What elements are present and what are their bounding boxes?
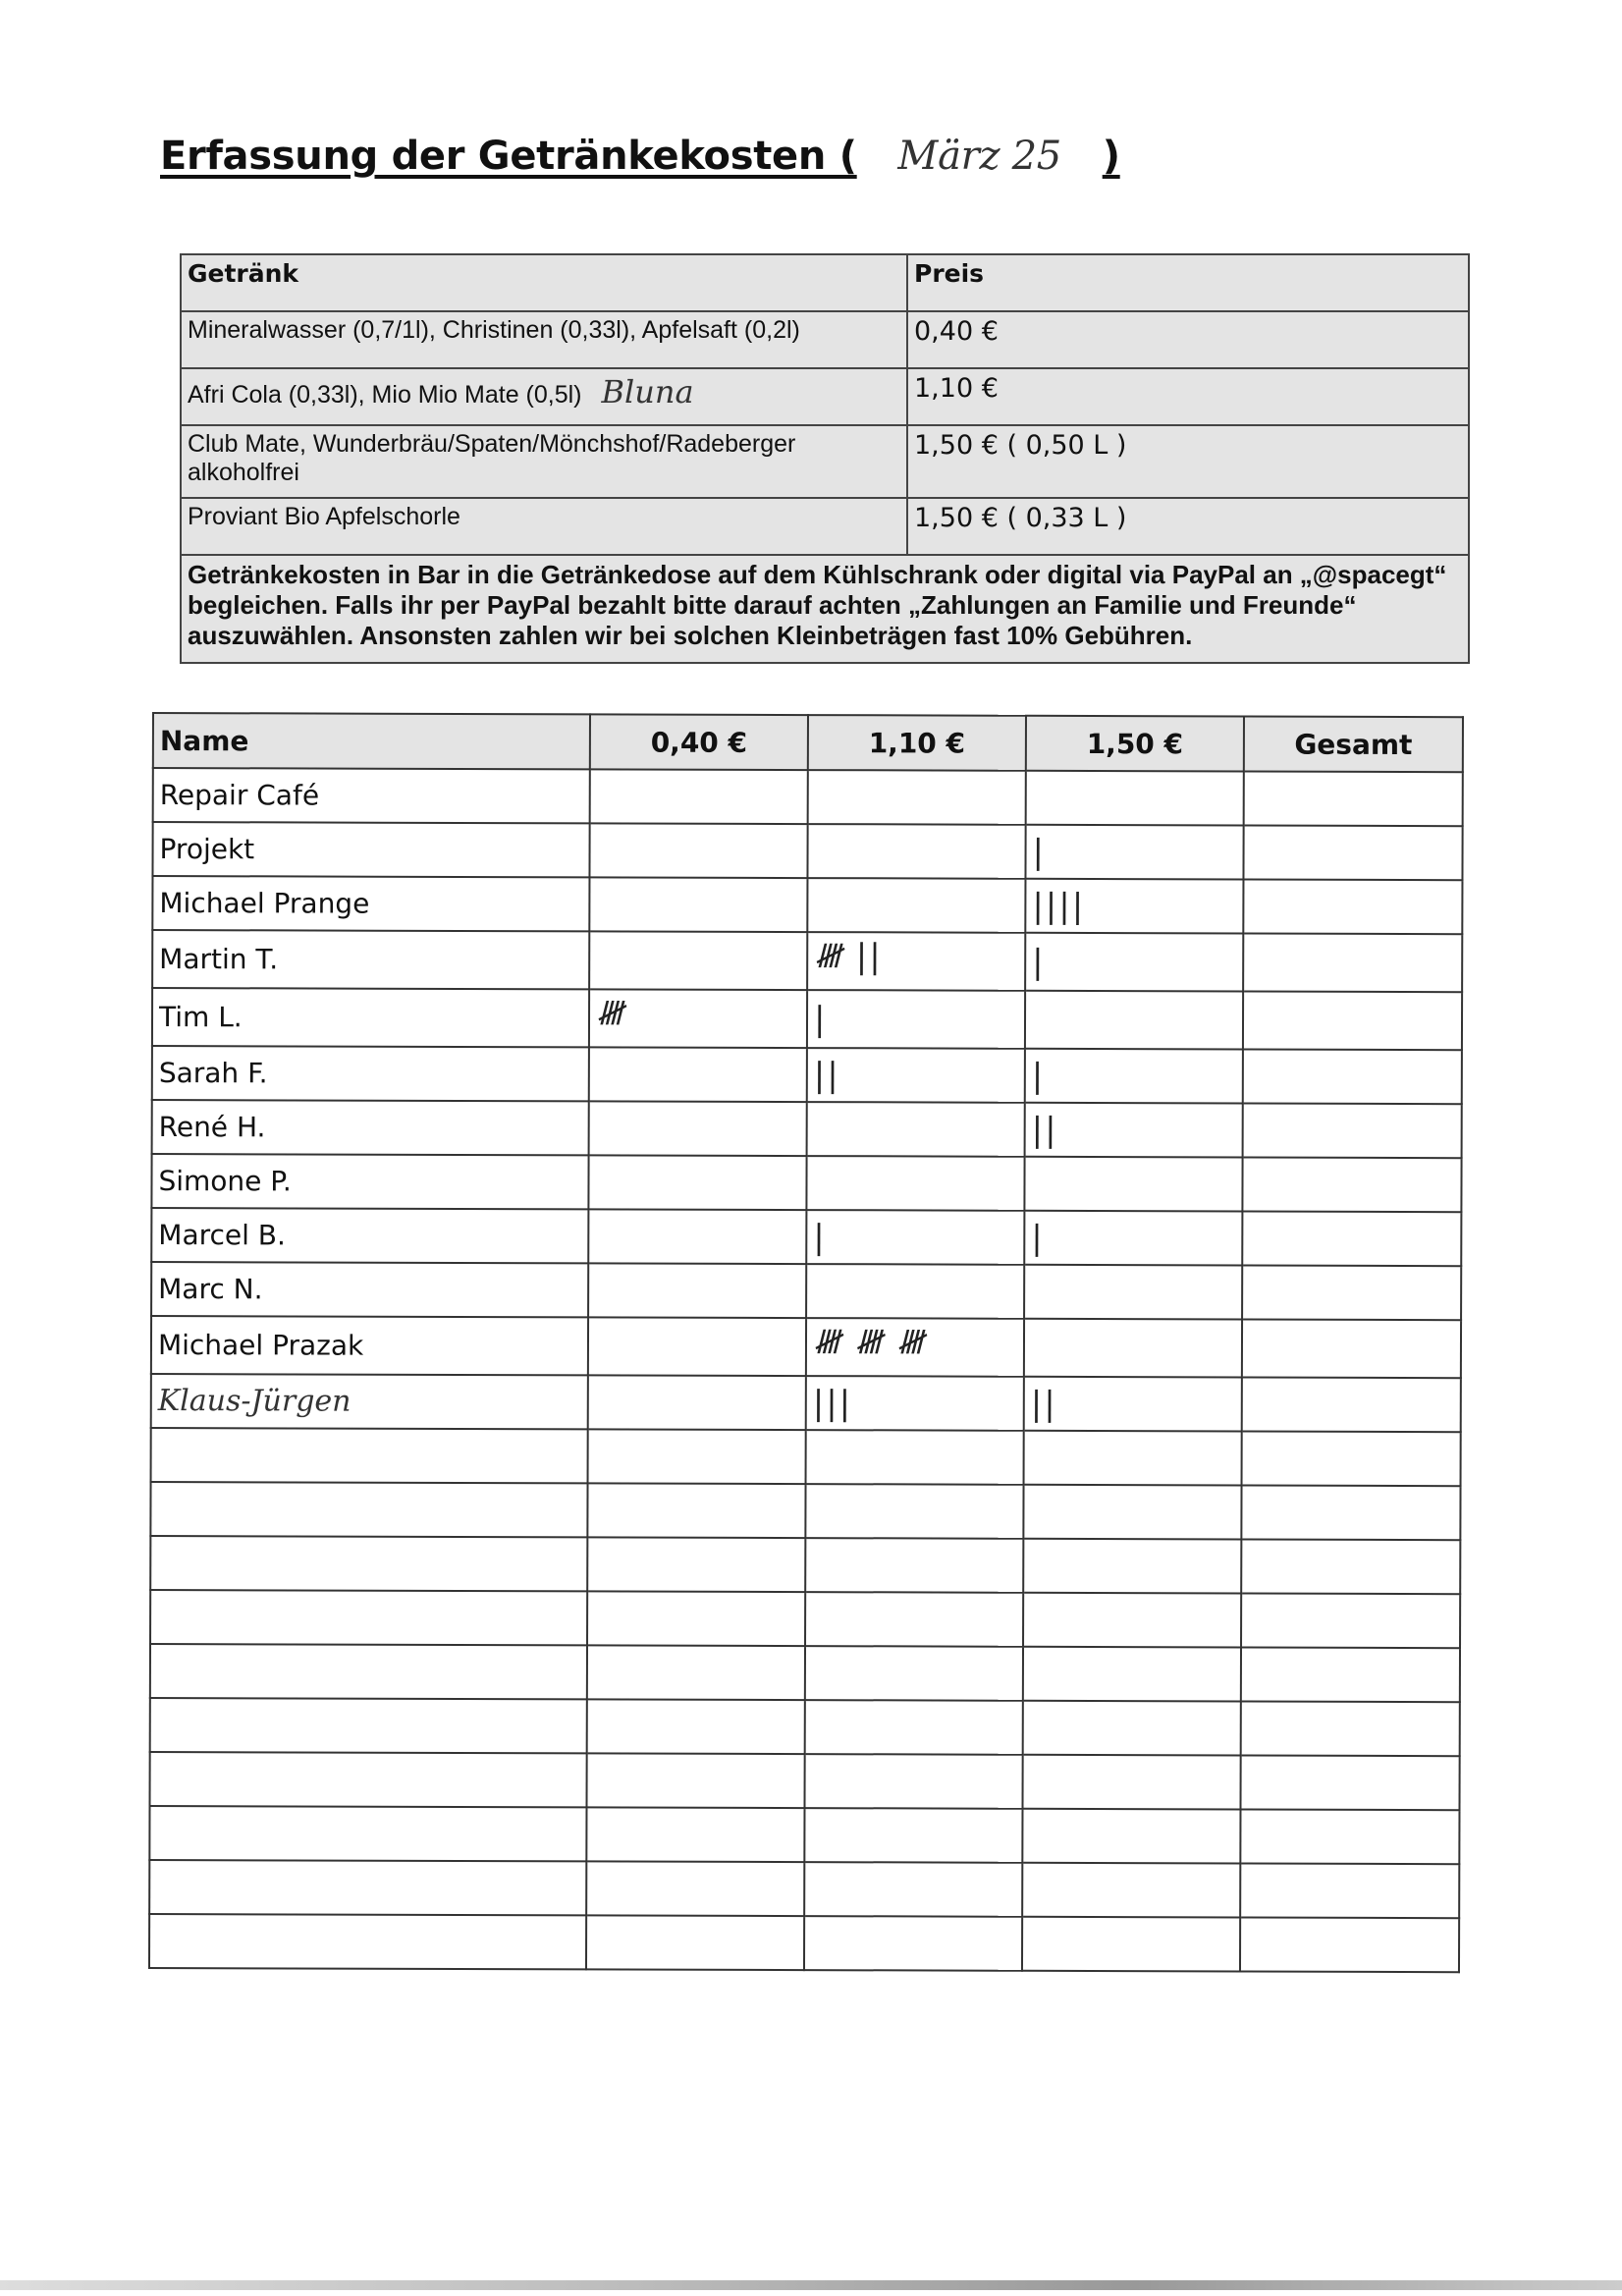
- tally-header-total: Gesamt: [1244, 716, 1463, 772]
- tally-cell: ||||: [1025, 879, 1243, 934]
- table-row: [152, 988, 1462, 1050]
- name-cell: Michael Prange: [152, 876, 589, 931]
- empty-cell: [1022, 1809, 1240, 1864]
- price-header-price: Preis: [907, 254, 1469, 311]
- tally-cell: [807, 824, 1025, 879]
- name-cell: Marc N.: [151, 1262, 588, 1317]
- empty-row: [150, 1752, 1460, 1810]
- empty-cell: [586, 1915, 804, 1970]
- empty-cell: [587, 1537, 805, 1592]
- empty-cell: [150, 1752, 587, 1807]
- tally-cell: [807, 878, 1025, 933]
- tally-cell: [806, 1156, 1024, 1211]
- tally-cell: [589, 1047, 807, 1102]
- table-row: [152, 1100, 1462, 1158]
- empty-cell: [150, 1590, 587, 1645]
- tally-cell: [588, 1375, 806, 1430]
- tally-cell: |: [806, 1210, 1024, 1265]
- tally-cell: [806, 1264, 1024, 1319]
- total-cell: [1242, 1211, 1461, 1266]
- tally-cell: [589, 931, 807, 990]
- tally-cell: [1024, 1319, 1242, 1378]
- empty-cell: [1241, 1647, 1460, 1702]
- empty-cell: [1240, 1917, 1459, 1972]
- empty-cell: [1023, 1647, 1241, 1702]
- empty-cell: [587, 1699, 805, 1754]
- tally-cell: |: [1025, 825, 1243, 880]
- table-row: [151, 1154, 1461, 1212]
- total-cell: [1244, 771, 1463, 826]
- tally-cell: ||: [807, 1048, 1025, 1103]
- tally-table: [148, 712, 1464, 1973]
- empty-cell: [804, 1862, 1022, 1917]
- empty-cell: [805, 1538, 1023, 1593]
- price-row: [181, 311, 1469, 368]
- tally-cell: [1025, 991, 1243, 1050]
- empty-cell: [1023, 1701, 1241, 1756]
- tally-header-150: 1,50 €: [1026, 716, 1244, 772]
- tally-cell: ||: [1024, 1377, 1242, 1432]
- empty-cell: [804, 1754, 1022, 1809]
- empty-cell: [586, 1861, 804, 1916]
- empty-cell: [805, 1646, 1023, 1701]
- empty-cell: [150, 1644, 587, 1699]
- empty-row: [150, 1536, 1460, 1594]
- table-row: [151, 1262, 1461, 1320]
- name-cell: Klaus-Jürgen: [151, 1374, 588, 1429]
- price-row: [181, 368, 1469, 425]
- empty-row: [150, 1590, 1460, 1648]
- empty-cell: [1241, 1539, 1460, 1594]
- empty-cell: [804, 1808, 1022, 1863]
- tally-header-110: 1,10 €: [808, 715, 1026, 771]
- empty-cell: [1022, 1917, 1240, 1972]
- total-cell: [1243, 825, 1462, 880]
- name-cell: Tim L.: [152, 988, 589, 1047]
- empty-cell: [150, 1698, 587, 1753]
- tally-cell: [588, 1155, 806, 1210]
- empty-cell: [804, 1916, 1022, 1971]
- price-table: [180, 253, 1470, 664]
- tally-cell: |||: [806, 1376, 1024, 1431]
- tally-cell: [1024, 1265, 1242, 1320]
- tally-cell: |: [807, 990, 1025, 1049]
- empty-row: [150, 1644, 1460, 1702]
- tally-header-name: Name: [153, 713, 590, 769]
- name-cell: Michael Prazak: [151, 1316, 588, 1375]
- drink-cell: Proviant Bio Apfelschorle: [181, 498, 907, 555]
- drink-cell: Afri Cola (0,33l), Mio Mio Mate (0,5l) Bluna: [181, 368, 907, 425]
- empty-cell: [586, 1753, 804, 1808]
- empty-row: [150, 1698, 1460, 1756]
- empty-cell: [1241, 1593, 1460, 1648]
- empty-cell: [586, 1807, 804, 1862]
- empty-row: [150, 1482, 1460, 1540]
- empty-cell: [587, 1591, 805, 1646]
- empty-cell: [151, 1428, 588, 1483]
- tally-cell: [808, 770, 1026, 825]
- title-close: ): [1102, 134, 1120, 179]
- empty-cell: [805, 1700, 1023, 1755]
- empty-cell: [587, 1483, 805, 1538]
- empty-row: [149, 1914, 1459, 1972]
- name-cell: Simone P.: [151, 1154, 588, 1209]
- tally-cell: [589, 823, 807, 878]
- tally-header-040: 0,40 €: [590, 714, 808, 770]
- empty-cell: [1240, 1755, 1459, 1810]
- empty-cell: [149, 1860, 586, 1915]
- tally-cell: ||: [1025, 1103, 1243, 1158]
- name-cell: Martin T.: [152, 930, 589, 989]
- tally-cell: [1024, 1157, 1242, 1212]
- tally-cell: [588, 1317, 806, 1376]
- empty-cell: [149, 1806, 586, 1861]
- table-row: [151, 1316, 1461, 1378]
- scan-edge: [0, 2280, 1622, 2290]
- empty-cell: [1241, 1701, 1460, 1756]
- total-cell: [1242, 1319, 1461, 1378]
- empty-cell: [806, 1430, 1024, 1485]
- price-row: [181, 425, 1469, 498]
- tally-cell: 𝍸 𝍸 𝍸: [806, 1318, 1024, 1377]
- empty-cell: [150, 1482, 587, 1537]
- total-cell: [1243, 991, 1462, 1050]
- handwritten-note: Bluna: [601, 373, 694, 410]
- tally-cell: [589, 877, 807, 932]
- table-row: [152, 822, 1462, 880]
- empty-cell: [1023, 1539, 1241, 1594]
- empty-cell: [1023, 1593, 1241, 1648]
- total-cell: [1243, 879, 1462, 934]
- empty-cell: [1242, 1431, 1461, 1486]
- tally-cell: 𝍸: [589, 989, 807, 1048]
- name-cell: Sarah F.: [152, 1046, 589, 1101]
- empty-row: [149, 1806, 1459, 1864]
- tally-cell: [590, 769, 808, 824]
- total-cell: [1242, 1265, 1461, 1320]
- tally-cell: 𝍸 ||: [807, 932, 1025, 991]
- handwritten-month: März 25: [897, 134, 1061, 179]
- total-cell: [1243, 933, 1462, 992]
- table-row: [152, 930, 1462, 992]
- payment-note: Getränkekosten in Bar in die Getränkedose auf dem Kühlschrank oder digital via PayPal an „@spacegt“ begleichen. Falls ihr per PayPal bezahlt bitte darauf achten „Zahlungen an Familie und Freunde“ auszuwählen. Ansonsten zahlen wir bei solchen Kleinbeträgen fast 10% Gebühren.: [181, 555, 1469, 663]
- price-cell: 1,50 € ( 0,33 L ): [907, 498, 1469, 555]
- tally-cell: [588, 1263, 806, 1318]
- total-cell: [1243, 1103, 1462, 1158]
- table-row: [151, 1374, 1461, 1432]
- tally-cell: [589, 1101, 807, 1156]
- page-title: [160, 134, 1120, 179]
- empty-cell: [1023, 1485, 1241, 1540]
- name-cell: Repair Café: [153, 768, 590, 823]
- empty-cell: [1240, 1863, 1459, 1918]
- empty-row: [149, 1860, 1459, 1918]
- empty-cell: [150, 1536, 587, 1591]
- drink-cell: Club Mate, Wunderbräu/Spaten/Mönchshof/Radeberger alkoholfrei: [181, 425, 907, 498]
- tally-cell: |: [1025, 1049, 1243, 1104]
- empty-cell: [1022, 1755, 1240, 1810]
- price-cell: 1,10 €: [907, 368, 1469, 425]
- empty-cell: [805, 1592, 1023, 1647]
- price-cell: 1,50 € ( 0,50 L ): [907, 425, 1469, 498]
- price-header-drink: Getränk: [181, 254, 907, 311]
- empty-row: [151, 1428, 1461, 1486]
- price-row: [181, 498, 1469, 555]
- total-cell: [1242, 1377, 1461, 1432]
- tally-cell: |: [1025, 933, 1243, 992]
- table-row: [152, 876, 1462, 934]
- table-row: [153, 768, 1463, 826]
- table-row: [151, 1208, 1461, 1266]
- empty-cell: [587, 1645, 805, 1700]
- tally-cell: [588, 1209, 806, 1264]
- total-cell: [1243, 1049, 1462, 1104]
- tally-cell: [1026, 771, 1244, 826]
- name-cell: Projekt: [152, 822, 589, 877]
- empty-cell: [1024, 1431, 1242, 1486]
- name-cell: Marcel B.: [151, 1208, 588, 1263]
- tally-cell: [807, 1102, 1025, 1157]
- empty-cell: [588, 1429, 806, 1484]
- empty-cell: [1022, 1863, 1240, 1918]
- price-cell: 0,40 €: [907, 311, 1469, 368]
- empty-cell: [1240, 1809, 1459, 1864]
- empty-cell: [1241, 1485, 1460, 1540]
- total-cell: [1242, 1157, 1461, 1212]
- empty-cell: [805, 1484, 1023, 1539]
- empty-cell: [149, 1914, 586, 1969]
- table-row: [152, 1046, 1462, 1104]
- tally-cell: |: [1024, 1211, 1242, 1266]
- title-text: Erfassung der Getränkekosten (: [160, 134, 857, 179]
- name-cell: René H.: [152, 1100, 589, 1155]
- drink-cell: Mineralwasser (0,7/1l), Christinen (0,33l), Apfelsaft (0,2l): [181, 311, 907, 368]
